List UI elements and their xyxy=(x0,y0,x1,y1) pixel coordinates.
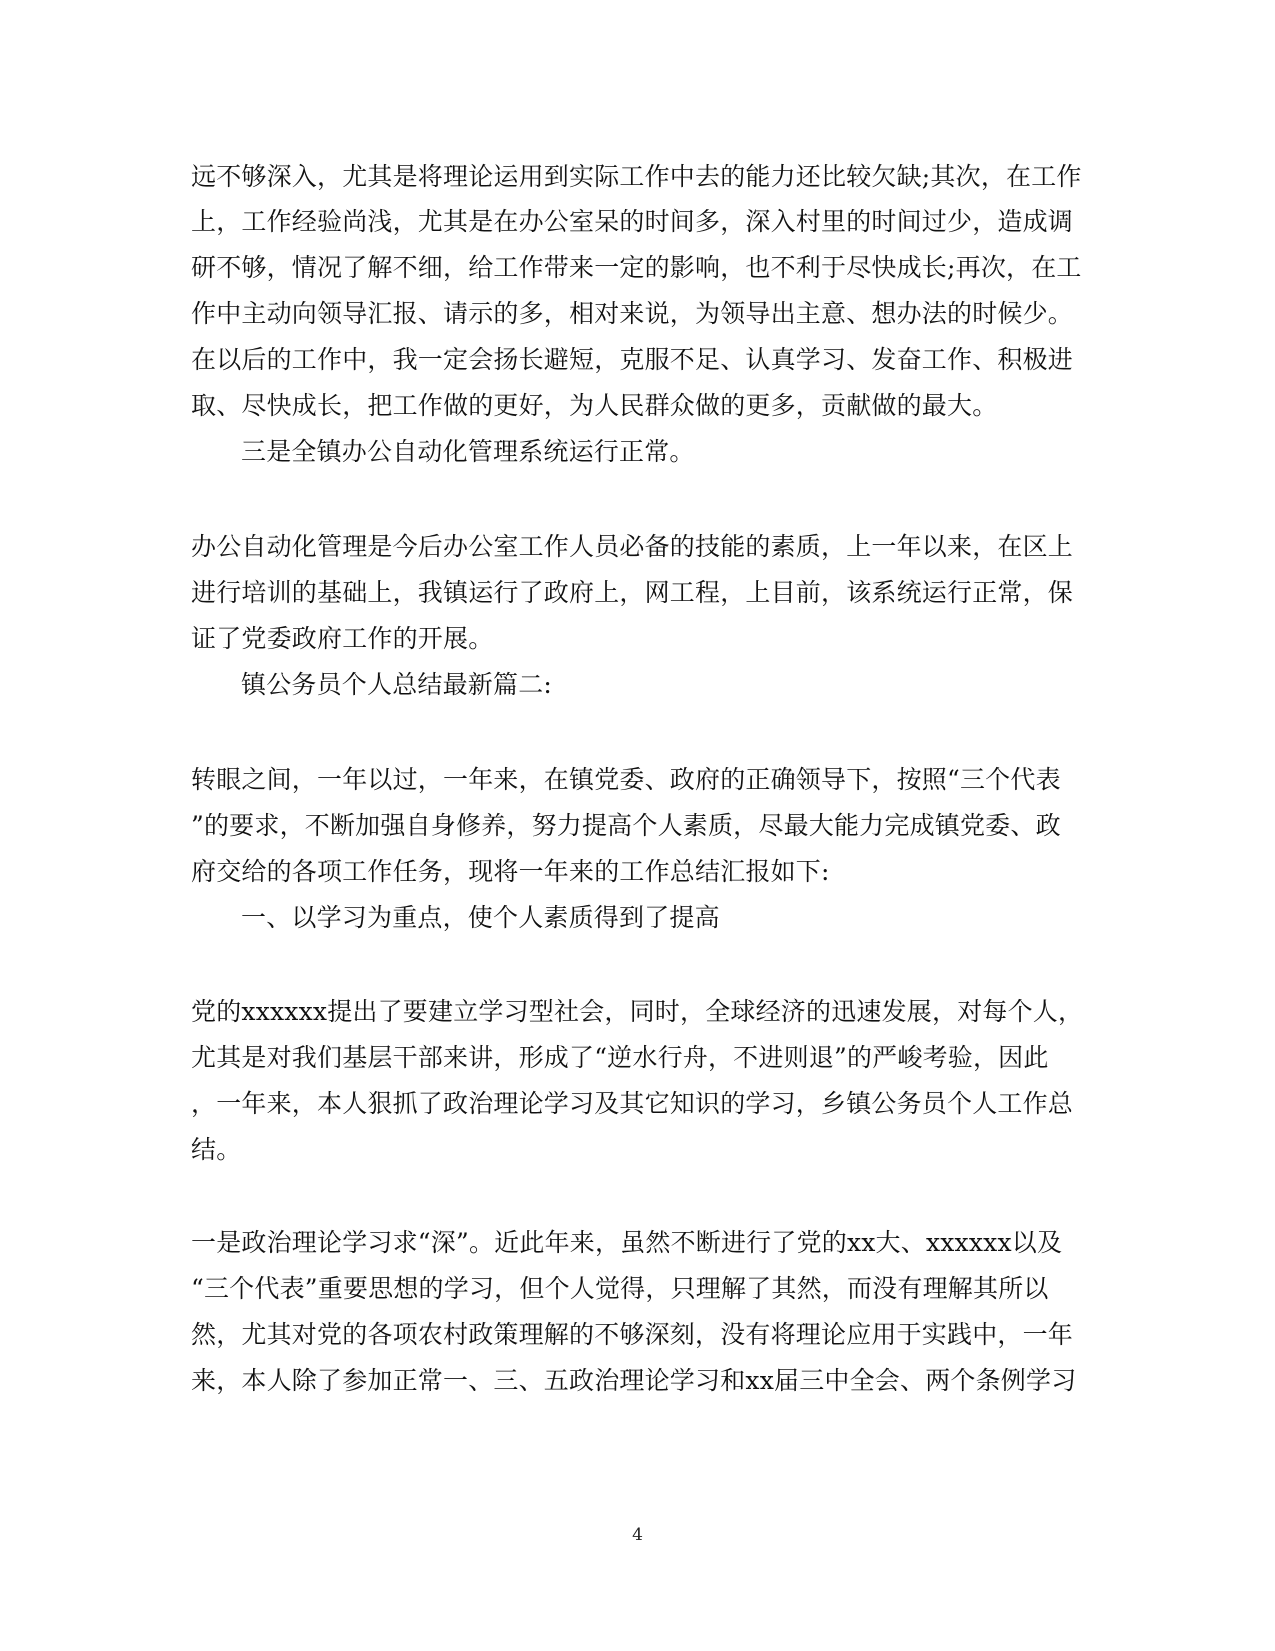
text-line: 办公自动化管理是今后办公室工作人员必备的技能的素质，上一年以来，在区上 xyxy=(191,532,1074,561)
text-line: “三个代表”重要思想的学习，但个人觉得，只理解了其然，而没有理解其所以 xyxy=(191,1274,1049,1303)
text-line: 作中主动向领导汇报、请示的多，相对来说，为领导出主意、想办法的时候少。 xyxy=(191,299,1074,328)
text-line: 证了党委政府工作的开展。 xyxy=(191,624,494,653)
text-line: ，一年来，本人狠抓了政治理论学习及其它知识的学习，乡镇公务员个人工作总 xyxy=(191,1089,1074,1118)
text-line: 转眼之间，一年以过，一年来，在镇党委、政府的正确领导下，按照“三个代表 xyxy=(191,765,1061,794)
text-line: 然，尤其对党的各项农村政策理解的不够深刻，没有将理论应用于实践中，一年 xyxy=(191,1320,1074,1349)
page-number: 4 xyxy=(632,1525,643,1545)
text-line: 研不够，情况了解不细，给工作带来一定的影响，也不利于尽快成长;再次，在工 xyxy=(191,253,1082,282)
text-line: 取、尽快成长，把工作做的更好，为人民群众做的更多，贡献做的最大。 xyxy=(191,391,998,420)
text-line: 府交给的各项工作任务，现将一年来的工作总结汇报如下: xyxy=(191,857,830,886)
text-line: 结。 xyxy=(191,1135,242,1164)
section-heading: 三是全镇办公自动化管理系统运行正常。 xyxy=(241,437,695,466)
text-line: 一是政治理论学习求“深”。近此年来，虽然不断进行了党的xx大、xxxxxx以及 xyxy=(191,1228,1063,1257)
text-line: 来，本人除了参加正常一、三、五政治理论学习和xx届三中全会、两个条例学习 xyxy=(191,1366,1077,1395)
text-line: 进行培训的基础上，我镇运行了政府上，网工程，上目前，该系统运行正常，保 xyxy=(191,578,1074,607)
text-line: 上，工作经验尚浅，尤其是在办公室呆的时间多，深入村里的时间过少，造成调 xyxy=(191,207,1074,236)
text-line: 尤其是对我们基层干部来讲，形成了“逆水行舟，不进则退”的严峻考验，因此 xyxy=(191,1043,1049,1072)
text-line: 在以后的工作中，我一定会扬长避短，克服不足、认真学习、发奋工作、积极进 xyxy=(191,345,1074,374)
section-heading: 镇公务员个人总结最新篇二: xyxy=(241,670,553,699)
text-line: 远不够深入，尤其是将理论运用到实际工作中去的能力还比较欠缺;其次，在工作 xyxy=(191,162,1082,191)
section-heading: 一、以学习为重点，使个人素质得到了提高 xyxy=(241,903,720,932)
text-line: ”的要求，不断加强自身修养，努力提高个人素质，尽最大能力完成镇党委、政 xyxy=(191,811,1061,840)
text-line: 党的xxxxxx提出了要建立学习型社会，同时，全球经济的迅速发展，对每个人， xyxy=(191,997,1084,1026)
